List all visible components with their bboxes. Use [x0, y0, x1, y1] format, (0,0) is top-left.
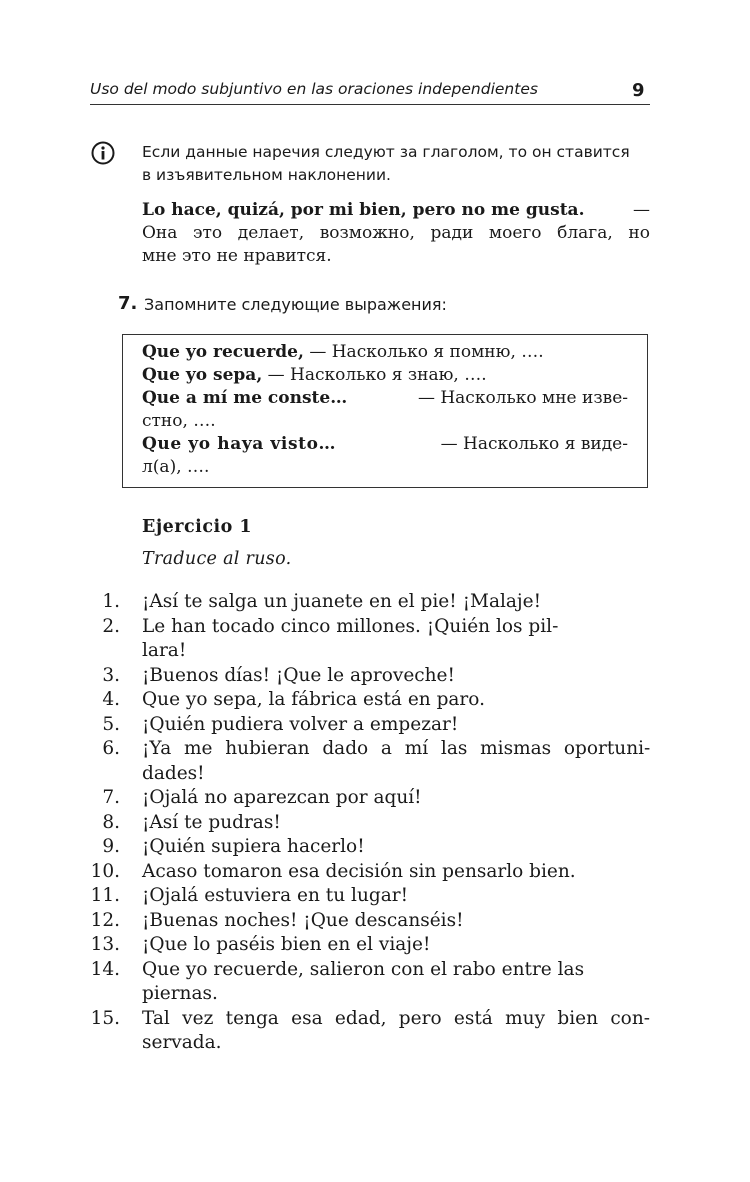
expression-meaning: — Насколько я виде- [440, 434, 628, 454]
item-text: ¡Que lo paséis bien en el viaje! [142, 934, 431, 955]
item-text: servada. [142, 1032, 222, 1053]
item-number: 13. [90, 934, 120, 955]
item-number: 2. [102, 615, 120, 637]
expression-phrase: Que a mí me conste… [142, 388, 348, 408]
expression-line [142, 434, 628, 454]
exercise-title: Ejercicio 1 [142, 517, 253, 537]
exercise-instruction: Traduce al ruso. [142, 549, 292, 569]
translation-word: делает, [237, 223, 305, 243]
item-number: 10. [90, 860, 120, 882]
item-text: Que yo recuerde, salieron con el rabo entre las [142, 958, 585, 980]
translation-line: мне это не нравится. [142, 246, 332, 266]
translation-word: блага, [557, 223, 613, 243]
info-icon [91, 141, 115, 165]
item-text: ¡Quién pudiera volver a empezar! [142, 713, 459, 735]
section-heading: Запомните следующие выражения: [144, 295, 447, 314]
translation-word: это [193, 223, 223, 243]
expression-meaning: — Насколько мне изве- [417, 388, 628, 408]
note-example [142, 200, 650, 220]
example-sentence: Lo hace, quizá, por mi bien, pero no me gusta. [142, 200, 585, 220]
running-title: Uso del modo subjuntivo en las oraciones independientes [90, 80, 538, 98]
expression-line [142, 365, 628, 385]
item-text: piernas. [142, 983, 218, 1004]
translation-word: ради [430, 223, 474, 243]
item-text: Tal vez tenga esa edad, pero está muy bien con- [142, 1007, 650, 1029]
page-number: 9 [632, 80, 645, 101]
item-number: 15. [90, 1007, 120, 1029]
item-text: ¡Ojalá no aparezcan por aquí! [142, 787, 422, 808]
item-text: Le han tocado cinco millones. ¡Quién los pil- [142, 615, 559, 637]
item-number: 14. [90, 958, 120, 980]
expression-phrase: Que yo recuerde, [142, 342, 304, 362]
item-number: 7. [102, 787, 120, 808]
translation-word: Она [142, 223, 178, 243]
translation-word: но [628, 223, 650, 243]
translation-word: моего [488, 223, 542, 243]
translation-line [142, 223, 650, 243]
item-text: ¡Así te pudras! [142, 811, 281, 833]
expression-line [142, 342, 628, 362]
item-text: ¡Buenos días! ¡Que le aproveche! [142, 664, 455, 686]
item-number: 9. [102, 836, 120, 857]
expression-phrase: Que yo haya visto… [142, 434, 337, 454]
expression-line [142, 388, 628, 408]
item-text: ¡Ya me hubieran dado a mí las mismas oportuni- [142, 738, 651, 759]
note-line: в изъявительном наклонении. [142, 166, 391, 184]
item-number: 6. [102, 738, 120, 759]
note-line: Если данные наречия следуют за глаголом, то он ставится [142, 143, 630, 161]
item-number: 12. [90, 909, 120, 931]
header-rule [90, 104, 650, 105]
item-text: ¡Quién supiera hacerlo! [142, 836, 365, 857]
expression-continuation: стно, …. [142, 411, 216, 431]
item-text: ¡Ojalá estuviera en tu lugar! [142, 885, 409, 906]
item-number: 5. [102, 713, 120, 735]
expression-phrase: Que yo sepa, [142, 365, 263, 385]
section-number: 7. [118, 293, 138, 314]
example-dash: — [633, 200, 650, 220]
item-text: dades! [142, 762, 205, 784]
item-number: 3. [102, 664, 120, 686]
item-number: 11. [90, 885, 120, 906]
item-text: Que yo sepa, la fábrica está en paro. [142, 689, 485, 710]
item-text: ¡Buenas noches! ¡Que descanséis! [142, 909, 464, 931]
item-number: 4. [102, 689, 120, 710]
expression-continuation: л(а), …. [142, 457, 210, 477]
expression-meaning: — Насколько я знаю, …. [267, 365, 487, 385]
item-number: 8. [102, 811, 120, 833]
item-text: ¡Así te salga un juanete en el pie! ¡Malaje! [142, 591, 542, 612]
item-text: lara! [142, 640, 187, 661]
item-number: 1. [102, 591, 120, 612]
translation-word: возможно, [319, 223, 415, 243]
expression-meaning: — Насколько я помню, …. [309, 342, 544, 362]
item-text: Acaso tomaron esa decisión sin pensarlo bien. [142, 860, 576, 882]
